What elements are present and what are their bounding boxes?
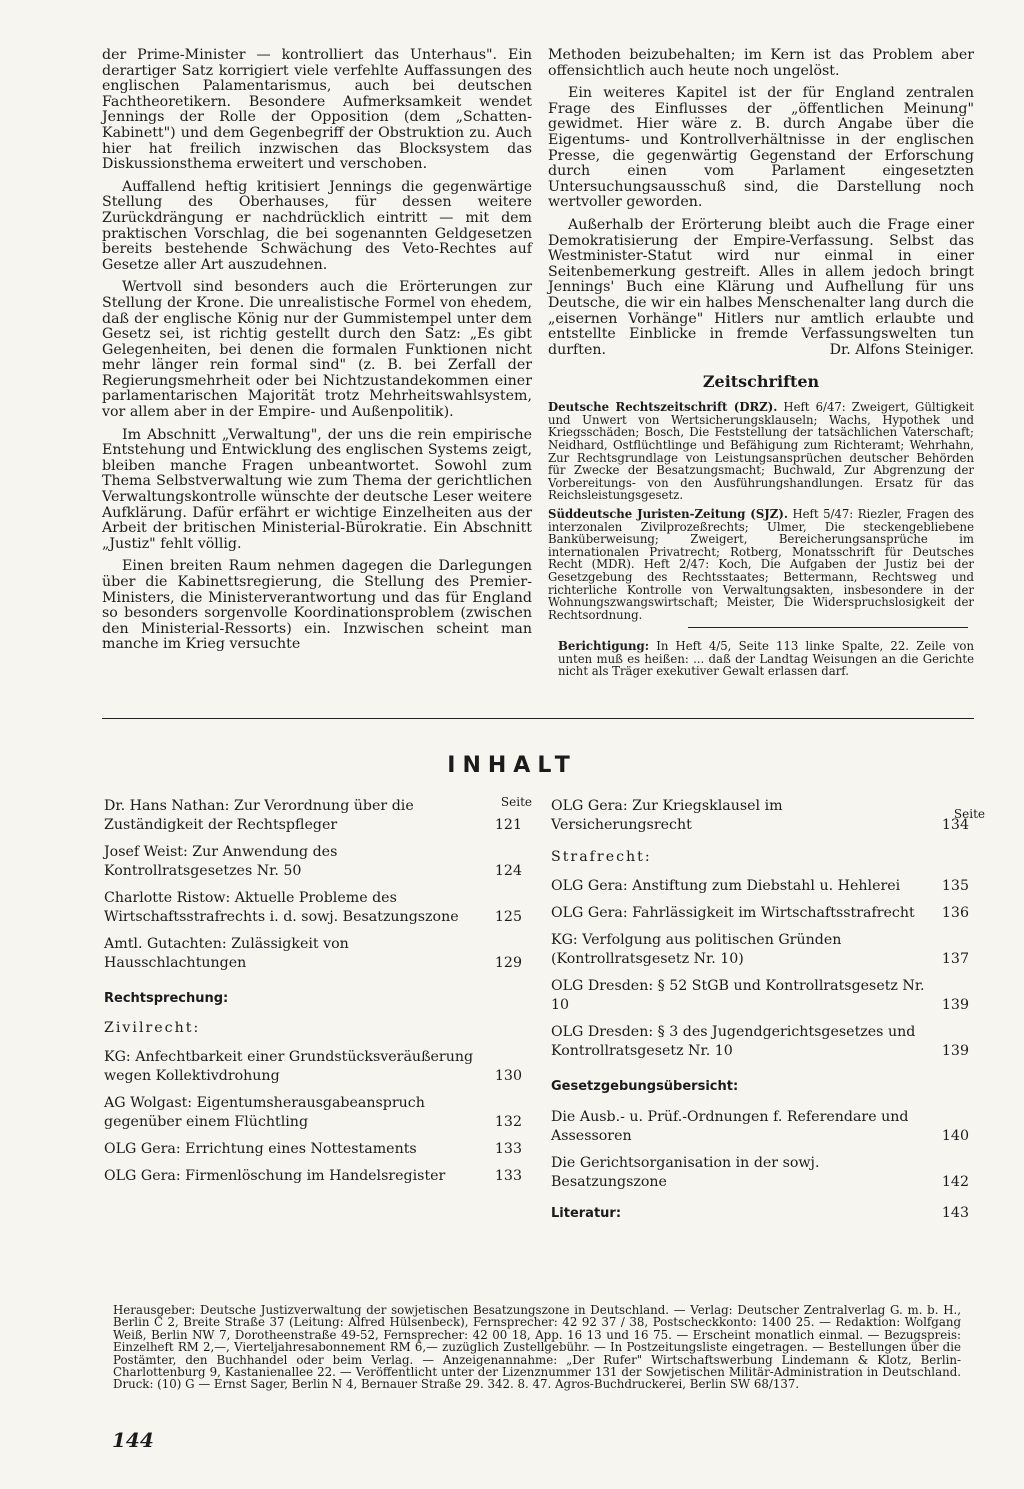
article-paragraph: Einen breiten Raum nehmen dagegen die Darlegungen über die Kabinettsregierung, die Stellung des Premier-Ministers, die Ministerverantwortung und das für England so besonders sorgenvolle Koordinationsproblem (zwischen den Ministerial-Ressorts) ein. Inzwischen scheint man manche im Krieg versuchte: [102, 558, 532, 653]
toc-entry-title: Josef Weist: Zur Anwendung des Kontrollratsgesetzes Nr. 50: [104, 844, 338, 879]
author-signature: Dr. Alfons Steiniger.: [829, 341, 974, 358]
toc-entry-title: Amtl. Gutachten: Zulässigkeit von Hausschlachtungen: [104, 936, 349, 971]
toc-entry-page: 130: [494, 1068, 522, 1084]
toc-entry-page: 134: [941, 817, 969, 833]
toc-entry-title: AG Wolgast: Eigentumsherausgabeanspruch gegenüber einem Flüchtling: [104, 1095, 425, 1130]
toc-entry-page: 143: [941, 1205, 969, 1221]
toc-entry-page: 125: [494, 909, 522, 925]
toc-subsection-zivilrecht: Zivilrecht:: [104, 1020, 201, 1036]
toc-entry-page: 124: [494, 863, 522, 879]
toc-entry-page: 139: [941, 997, 969, 1013]
article-paragraph-final: [548, 218, 974, 358]
article-paragraph-text: Außerhalb der Erörterung bleibt auch die Frage einer Demokratisierung der Empire-Verfassung. Selbst das Westminister-Statut wird nur einmal in einer Seitenbemerkung gestreift. Alles in allem jedoch bringt Jennings' Buch eine Klärung und Aufhellung für uns Deutsche, die wir ein halbes Menschenalter lang durch die „eisernen Vorhänge" Hitlers nur amtlich erlaubte und entstellte Einblicke in fremde Verfassungswelten tun durften.: [548, 216, 974, 358]
toc-entry[interactable]: [551, 904, 973, 923]
toc-section-rechtsprechung: Rechtsprechung:: [104, 991, 229, 1006]
toc-column-left: [104, 795, 532, 1194]
toc-entry[interactable]: [104, 843, 526, 881]
toc-entry[interactable]: [104, 889, 526, 927]
article-paragraph: Im Abschnitt „Verwaltung", der uns die rein empirische Entstehung und Entwicklung des englischen Systems zeigt, bleiben manche Fragen unbeantwortet. Sowohl zum Thema Selbstverwaltung wie zum Thema der gerichtlichen Verwaltungskontrolle wünschte der deutsche Leser weitere Aufklärung. Dafür erfährt er wichtige Einzelheiten aus der Arbeit der britischen Ministerial-Bürokratie. Ein Abschnitt „Justiz" fehlt völlig.: [102, 426, 532, 552]
toc-entry-page: 132: [494, 1114, 522, 1130]
article-paragraph: Auffallend heftig kritisiert Jennings die gegenwärtige Stellung des Oberhauses, für dessen weitere Zurückdrängung er nachdrücklich eintritt — mit dem praktischen Vorschlag, die bei sogenannten Geldgesetzen bereits bestehende Schwächung des Veto-Rechtes auf Gesetze aller Art auszudehnen.: [102, 178, 532, 273]
inhalt-title: INHALT: [447, 753, 577, 778]
journal-entry: [548, 508, 974, 621]
page-number: 144: [112, 1428, 154, 1452]
toc-entry[interactable]: [551, 1023, 973, 1061]
divider: [688, 627, 968, 628]
correction-label: Berichtigung:: [558, 639, 650, 654]
toc-entry-title: OLG Dresden: § 52 StGB und Kontrollratsgesetz Nr. 10: [551, 978, 925, 1013]
toc-entry-page: 129: [494, 955, 522, 971]
toc-subsection-strafrecht: Strafrecht:: [551, 849, 652, 865]
toc-entry-page: 133: [494, 1141, 522, 1157]
toc-entry-title: OLG Gera: Firmenlöschung im Handelsregister: [104, 1168, 446, 1184]
toc-entry[interactable]: [551, 877, 973, 896]
toc-entry-title: OLG Gera: Zur Kriegsklausel im Versicherungsrecht: [551, 798, 783, 833]
seite-label: Seite: [953, 807, 985, 821]
toc-entry-page: 142: [941, 1174, 969, 1190]
toc-section-literatur: Literatur:: [551, 1206, 622, 1221]
toc-entry-page: 137: [941, 951, 969, 967]
imprint: Herausgeber: Deutsche Justizverwaltung der sowjetischen Besatzungszone in Deutschland. — Verlag: Deutscher Zentralverlag G. m. b. H., Berlin C 2, Breite Straße 37 (Leitung: Alfred Hülsenbeck), Fernsprecher: 42 92 37 / 38, Postscheckkonto: 1400 25. — Redaktion: Wolfgang Weiß, Berlin NW 7, Dorotheenstraße 49-52, Fernsprecher: 42 00 18, App. 16 13 und 16 75. — Erscheint monatlich einmal. — Bezugspreis: Einzelheft RM 2,—, Vierteljahresabonnement RM 6,— zuzüglich Zustellgebühr. — In Postzeitungsliste eingetragen. — Bestellungen über die Postämter, den Buchhandel oder beim Verlag. — Anzeigenannahme: „Der Rufer" Wirtschaftswerbung Lindemann & Klotz, Berlin-Charlottenburg 9, Kastanienallee 22. — Veröffentlicht unter der Lizenznummer 131 der Sowjetischen Militär-Administration in Deutschland. Druck: (10) G — Ernst Sager, Berlin N 4, Bernauer Straße 29. 342. 8. 47. Agros-Buchdruckerei, Berlin SW 68/137.: [113, 1303, 961, 1392]
toc-entry-page: 136: [941, 905, 969, 921]
article-column-right: [548, 48, 974, 690]
toc-entry-title: KG: Anfechtbarkeit einer Grundstücksveräußerung wegen Kollektivdrohung: [104, 1049, 474, 1084]
toc-entry-title: KG: Verfolgung aus politischen Gründen (Kontrollratsgesetz Nr. 10): [551, 932, 842, 967]
toc-entry[interactable]: [104, 1167, 526, 1186]
toc-entry[interactable]: [104, 797, 526, 835]
journal-source: Deutsche Rechtszeitschrift (DRZ).: [548, 400, 778, 415]
toc-column-right: [551, 797, 985, 1231]
correction-text: In Heft 4/5, Seite 113 linke Spalte, 22. Zeile von unten muß es heißen: ... daß der Landtag Weisungen an die Gerichte nicht als Träger exekutiver Gewalt erlassen darf.: [558, 639, 974, 679]
article-paragraph: Methoden beizubehalten; im Kern ist das Problem aber offensichtlich auch heute noch ungelöst.: [548, 47, 974, 79]
toc-entry[interactable]: [104, 935, 526, 973]
toc-entry[interactable]: [551, 977, 973, 1015]
toc-entry[interactable]: [551, 1154, 973, 1192]
toc-entry-page: 133: [494, 1168, 522, 1184]
toc-entry-literatur[interactable]: [551, 1204, 973, 1223]
journal-body: Heft 6/47: Zweigert, Gültigkeit und Unwert von Wertsicherungsklauseln; Wachs, Hypothek und Kriegsschäden; Bosch, Die Feststellung der tatsächlichen Vaterschaft; Neidhard, Ostflüchtlinge und Befähigung zum Richteramt; Wehrhahn, Zur Rechtsgrundlage von Leistungsansprüchen deutscher Behörden für Zwecke der Besatzungsmacht; Buchwald, Zur Abgrenzung der Vorbereitungs- von den Ausführungshandlungen. Ersatz für das Reichsleistungsgesetz.: [548, 400, 974, 503]
toc-entry[interactable]: [551, 1108, 973, 1146]
toc-entry-page: 139: [941, 1043, 969, 1059]
journal-source: Süddeutsche Juristen-Zeitung (SJZ).: [548, 507, 788, 522]
journal-body: Heft 5/47: Riezler, Fragen des interzonalen Zivilprozeßrechts; Ulmer, Die steckengebliebene Banküberweisung; Zweigert, Bereicherungsansprüche im internationalen Privatrecht; Rotberg, Monatsschrift für Deutsches Recht (MDR). Heft 2/47: Koch, Die Aufgaben der Justiz bei der Gesetzgebung des Rechtsstaates; Bettermann, Rechtsweg und richterliche Kontrolle von Verwaltungsakten, insbesondere in der Wohnungszwangswirtschaft; Meister, Die Widerspruchslosigkeit der Rechtsordnung.: [548, 507, 974, 622]
toc-entry-title: Charlotte Ristow: Aktuelle Probleme des Wirtschaftsstrafrechts i. d. sowj. Besatzungszone: [104, 890, 459, 925]
article-paragraph: der Prime-Minister — kontrolliert das Unterhaus". Ein derartiger Satz korrigiert viele verfehlte Auffassungen des englischen Palamentarismus, auch bei deutschen Fachtheoretikern. Besondere Aufmerksamkeit wendet Jennings der Rolle der Opposition (dem „Schatten-Kabinett") und dem Gegenbegriff der Obstruktion zu. Auch hier hat freilich inzwischen das Blocksystem das Diskussionsthema erweitert und verschoben.: [102, 47, 532, 173]
article-paragraph: Wertvoll sind besonders auch die Erörterungen zur Stellung der Krone. Die unrealistische Formel von ehedem, daß der englische König nur der Gummistempel unter dem Gesetz sei, ist richtig gestellt durch den Satz: „Es gibt Gelegenheiten, bei denen die formalen Funktionen nicht mehr länger rein formal sind" (z. B. bei Zerfall der Regierungsmehrheit oder bei Nichtzustandekommen einer parlamentarischen Majorität trotz Mehrheitswahlsystem, vor allem aber in der Empire- und Außenpolitik).: [102, 279, 532, 421]
toc-entry-title: OLG Gera: Errichtung eines Nottestaments: [104, 1141, 417, 1157]
toc-entry-page: 121: [494, 817, 522, 833]
toc-entry-page: 140: [941, 1128, 969, 1144]
toc-entry[interactable]: [104, 1048, 526, 1086]
toc-section-gesetzgebung: Gesetzgebungsübersicht:: [551, 1079, 739, 1094]
toc-entry[interactable]: [551, 931, 973, 969]
article-column-left: [102, 48, 532, 660]
zeitschriften-heading: Zeitschriften: [702, 372, 820, 392]
toc-entry-title: OLG Gera: Anstiftung zum Diebstahl u. Hehlerei: [551, 878, 901, 894]
toc-entry-page: 135: [941, 878, 969, 894]
toc-entry[interactable]: [104, 1140, 526, 1159]
section-divider: [102, 718, 974, 719]
seite-label: Seite: [500, 795, 532, 809]
toc-entry[interactable]: [551, 797, 973, 835]
toc-entry-title: OLG Gera: Fahrlässigkeit im Wirtschaftsstrafrecht: [551, 905, 915, 921]
toc-entry-title: Die Ausb.- u. Prüf.-Ordnungen f. Referendare und Assessoren: [551, 1109, 909, 1144]
journal-entry: [548, 401, 974, 502]
toc-entry-title: Dr. Hans Nathan: Zur Verordnung über die Zuständigkeit der Rechtspfleger: [104, 798, 414, 833]
toc-entry[interactable]: [104, 1094, 526, 1132]
toc-entry-title: OLG Dresden: § 3 des Jugendgerichtsgesetzes und Kontrollratsgesetz Nr. 10: [551, 1024, 916, 1059]
toc-entry-title: Die Gerichtsorganisation in der sowj. Besatzungszone: [551, 1155, 820, 1190]
article-paragraph: Ein weiteres Kapitel ist der für England zentralen Frage des Einflusses der „öffentlichen Meinung" gewidmet. Hier wäre z. B. durch Angabe über die Eigentums- und Kontrollverhältnisse in der englischen Presse, die gegenwärtig Gegenstand der Erforschung durch einen vom Parlament eingesetzten Untersuchungsausschuß sind, die Darstellung noch wertvoller geworden.: [548, 85, 974, 211]
correction-note: [548, 640, 974, 678]
